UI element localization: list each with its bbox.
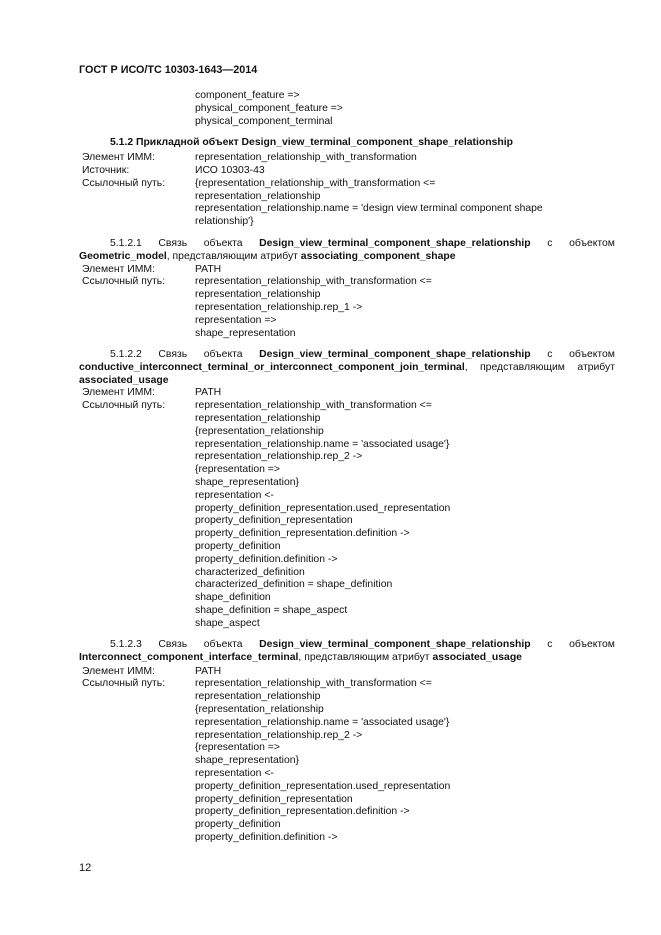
heading-word: с <box>547 349 553 360</box>
path-line: property_definition.definition -> <box>195 831 338 843</box>
row-label: Ссылочный путь: <box>82 276 166 288</box>
row-label: Элемент ИММ: <box>82 263 155 275</box>
heading-word: объектом <box>569 639 615 650</box>
path-line: shape_definition <box>195 592 271 604</box>
path-line: representation <- <box>195 489 274 501</box>
subsection-heading-cont <box>79 362 615 375</box>
path-line: representation_relationship <box>195 289 321 301</box>
path-line: property_definition_representation.used_representation <box>195 780 451 792</box>
path-line: property_definition_representation <box>195 515 353 527</box>
path-line: {representation => <box>195 742 280 754</box>
heading-text: , представляющим атрибут <box>166 250 298 262</box>
path-line: physical_component_feature => <box>195 102 343 114</box>
heading-word: с <box>547 639 553 650</box>
subsection-number: 5.1.2.3 <box>110 639 142 650</box>
path-line: property_definition <box>195 540 281 552</box>
subsection-heading <box>110 349 615 362</box>
row-value: {representation_relationship_with_transformation <= <box>195 177 436 189</box>
target-entity: Geometric_model <box>79 250 167 262</box>
heading-word: объекта <box>203 349 243 360</box>
attribute-name: associated_usage <box>79 374 169 386</box>
heading-word: Связь <box>158 349 188 360</box>
subsection-heading-cont <box>79 251 615 264</box>
heading-word: с <box>547 238 553 249</box>
attribute-name: associating_component_shape <box>300 250 456 262</box>
path-line: shape_representation} <box>195 476 299 488</box>
path-line: physical_component_terminal <box>195 115 333 127</box>
section-5-1-2-3 <box>0 639 661 845</box>
row-value: PATH <box>195 387 222 399</box>
path-line: representation_relationship <box>195 412 321 424</box>
path-line: shape_representation <box>195 327 296 339</box>
subsection-heading-cont <box>79 652 615 665</box>
path-line: component_feature => <box>195 90 300 101</box>
path-line: characterized_definition <box>195 566 305 578</box>
document-header: ГОСТ Р ИСО/ТС 10303-1643—2014 <box>79 64 258 76</box>
entity-name: Design_view_terminal_component_shape_relationship <box>259 639 531 650</box>
heading-word: объекта <box>203 639 243 650</box>
path-line: {representation => <box>195 464 280 476</box>
entity-name: Design_view_terminal_component_shape_relationship <box>259 349 531 360</box>
path-line: property_definition <box>195 819 281 831</box>
path-line: property_definition.definition -> <box>195 553 338 565</box>
path-line: {representation_relationship <box>195 703 324 715</box>
path-line: property_definition_representation <box>195 793 353 805</box>
target-entity: Interconnect_component_interface_terminal <box>79 651 299 663</box>
path-line: representation_relationship.rep_2 -> <box>195 729 363 741</box>
row-value: PATH <box>195 665 222 677</box>
path-line: representation_relationship.rep_2 -> <box>195 451 363 463</box>
subsection-number: 5.1.2.2 <box>110 349 142 360</box>
heading-text: , представляющим атрибут <box>298 651 433 663</box>
section-5-1-2-2 <box>0 349 661 631</box>
row-label: Источник: <box>82 165 130 177</box>
path-line: {representation_relationship <box>195 425 324 437</box>
row-label: Элемент ИММ: <box>82 152 155 164</box>
target-entity: conductive_interconnect_terminal_or_interconnect_component_join_terminal <box>79 361 465 373</box>
row-value: PATH <box>195 263 222 275</box>
heading-word: атрибут <box>577 361 615 373</box>
path-line: property_definition_representation.definition -> <box>195 806 410 818</box>
subsection-number: 5.1.2.1 <box>110 238 142 249</box>
path-line: representation_relationship <box>195 190 321 202</box>
path-line: representation_relationship.name = 'associated usage'} <box>195 716 450 728</box>
path-line: representation_relationship_with_transformation <= <box>195 400 432 412</box>
path-line: representation_relationship <box>195 691 321 703</box>
path-line: representation_relationship.name = 'design view terminal component shape <box>195 203 543 215</box>
path-line: property_definition_representation.used_representation <box>195 502 451 514</box>
row-value: representation_relationship_with_transformation <box>195 152 417 164</box>
page-number: 12 <box>79 862 92 874</box>
path-line: shape_definition = shape_aspect <box>195 604 348 616</box>
heading-word: объектом <box>569 349 615 360</box>
path-line: representation_relationship_with_transformation <= <box>195 678 432 690</box>
heading-word: объектом <box>569 238 615 249</box>
path-line: characterized_definition = shape_definition <box>195 579 393 591</box>
section-5-1-2 <box>0 137 661 229</box>
path-line: representation_relationship_with_transformation <= <box>195 276 432 288</box>
row-label: Элемент ИММ: <box>82 387 155 399</box>
heading-word: объекта <box>203 238 243 249</box>
path-line: representation => <box>195 314 277 326</box>
path-line: representation_relationship.rep_1 -> <box>195 301 363 313</box>
path-line: representation_relationship.name = 'associated usage'} <box>195 438 450 450</box>
subsection-heading <box>110 639 615 652</box>
path-line: relationship'} <box>195 216 254 228</box>
path-line: shape_representation} <box>195 755 299 767</box>
section-5-1-2-1 <box>0 238 661 340</box>
entity-name: Design_view_terminal_component_shape_relationship <box>259 238 531 249</box>
heading-word: Связь <box>158 238 188 249</box>
row-value: ИСО 10303-43 <box>195 165 265 177</box>
row-label: Элемент ИММ: <box>82 665 155 677</box>
section-heading: 5.1.2 Прикладной объект Design_view_terminal_component_shape_relationship <box>110 137 513 148</box>
attribute-name: associated_usage <box>432 651 522 663</box>
row-label: Ссылочный путь: <box>82 177 166 189</box>
path-line: shape_aspect <box>195 617 260 629</box>
subsection-heading <box>110 238 615 251</box>
path-line: representation <- <box>195 767 274 779</box>
heading-text: , <box>464 361 468 373</box>
row-label: Ссылочный путь: <box>82 400 166 412</box>
heading-word: Связь <box>158 639 188 650</box>
row-label: Ссылочный путь: <box>82 678 166 690</box>
heading-word: представляющим <box>480 361 565 373</box>
top-continuation <box>0 90 661 128</box>
path-line: property_definition_representation.definition -> <box>195 528 410 540</box>
